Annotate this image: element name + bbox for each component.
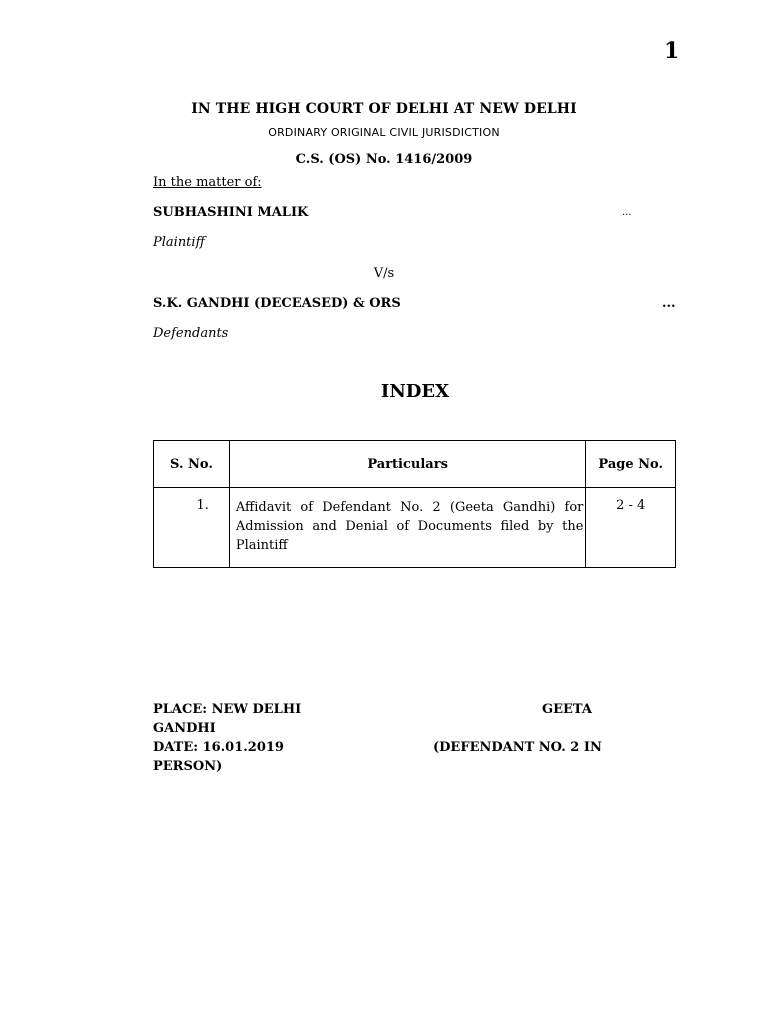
footer-place: PLACE: NEW DELHI xyxy=(153,702,302,717)
plaintiff-role: Plaintiff xyxy=(153,235,205,250)
footer-date: DATE: 16.01.2019 xyxy=(153,740,284,755)
row-particulars: Affidavit of Defendant No. 2 (Geeta Gandhi) for Admission and Denial of Documents filed by the Plaintiff xyxy=(229,488,586,568)
versus-label: V/s xyxy=(373,266,395,281)
case-number: C.S. (OS) No. 1416/2009 xyxy=(295,152,473,167)
index-heading: INDEX xyxy=(380,381,450,402)
footer-capacity-part1: (DEFENDANT NO. 2 IN xyxy=(433,740,602,755)
row-page: 2 - 4 xyxy=(586,488,676,568)
plaintiff-name: SUBHASHINI MALIK xyxy=(153,205,309,220)
footer-signatory-part2: GANDHI xyxy=(153,721,216,736)
table-row xyxy=(154,488,676,568)
footer-signatory-part1: GEETA xyxy=(542,702,592,717)
page-number: 1 xyxy=(664,38,680,64)
column-header-particulars: Particulars xyxy=(229,441,586,488)
row-sno: 1. xyxy=(154,488,230,568)
court-title: IN THE HIGH COURT OF DELHI AT NEW DELHI xyxy=(191,101,577,117)
defendant-dots: ... xyxy=(662,296,676,311)
plaintiff-dots: ... xyxy=(622,207,632,218)
column-header-sno: S. No. xyxy=(154,441,230,488)
column-header-page: Page No. xyxy=(586,441,676,488)
defendant-role: Defendants xyxy=(153,326,229,341)
index-header-row xyxy=(154,441,676,488)
matter-label: In the matter of: xyxy=(153,175,262,190)
defendant-name: S.K. GANDHI (DECEASED) & ORS xyxy=(153,296,401,311)
index-table xyxy=(153,440,676,568)
jurisdiction-line: ORDINARY ORIGINAL CIVIL JURISDICTION xyxy=(268,126,500,139)
footer-capacity-part2: PERSON) xyxy=(153,759,223,774)
